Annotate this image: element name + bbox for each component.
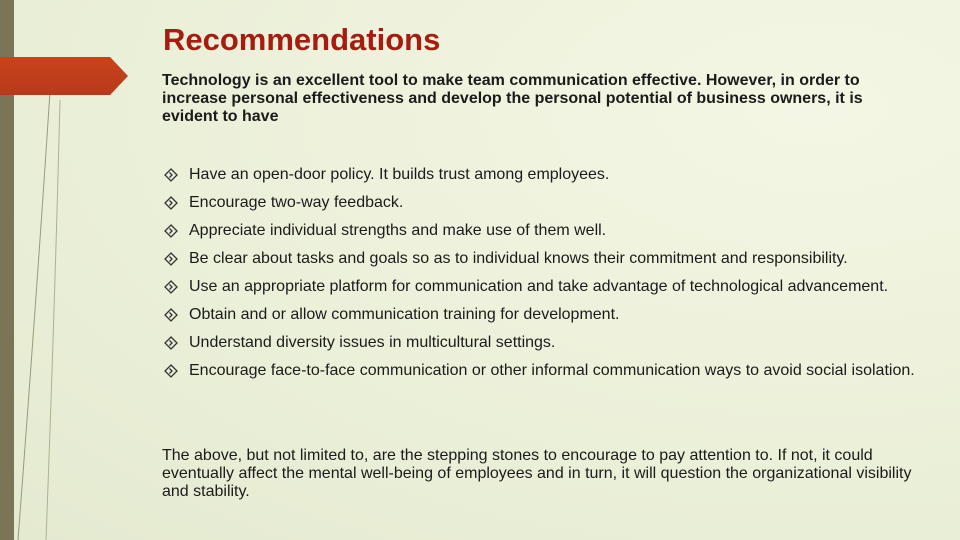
list-item-text: Be clear about tasks and goals so as to individual knows their commitment and responsibility. (189, 250, 848, 267)
list-item (162, 334, 922, 352)
list-item (162, 362, 922, 380)
diamond-chevron-icon (164, 168, 178, 182)
diamond-chevron-icon (164, 280, 178, 294)
list-item-text: Encourage face-to-face communication or other informal communication ways to avoid social isolation. (189, 362, 915, 379)
diamond-chevron-icon (164, 224, 178, 238)
recommendation-list (162, 166, 922, 390)
list-item-text: Understand diversity issues in multicultural settings. (189, 334, 556, 351)
list-item (162, 250, 922, 268)
list-item (162, 278, 922, 296)
list-item-text: Use an appropriate platform for communication and take advantage of technological advancement. (189, 278, 889, 295)
list-item (162, 166, 922, 184)
title-accent-tab (0, 57, 128, 95)
diamond-chevron-icon (164, 364, 178, 378)
diamond-chevron-icon (164, 308, 178, 322)
page-title: Recommendations (163, 22, 441, 57)
closing-paragraph: The above, but not limited to, are the stepping stones to encourage to pay attention to. If not, it could eventually affect the mental well-being of employees and in turn, it will question the organizational visibility and stability. (162, 447, 912, 500)
diamond-chevron-icon (164, 252, 178, 266)
intro-paragraph: Technology is an excellent tool to make team communication effective. However, in order to increase personal effectiveness and develop the personal potential of business owners, it is evident to have (162, 72, 863, 125)
list-item-text: Obtain and or allow communication training for development. (189, 306, 620, 323)
list-item (162, 222, 922, 240)
diamond-chevron-icon (164, 336, 178, 350)
list-item (162, 194, 922, 212)
list-item-text: Encourage two-way feedback. (189, 194, 404, 211)
list-item-text: Have an open-door policy. It builds trust among employees. (189, 166, 610, 183)
list-item-text: Appreciate individual strengths and make use of them well. (189, 222, 607, 239)
diamond-chevron-icon (164, 196, 178, 210)
list-item (162, 306, 922, 324)
